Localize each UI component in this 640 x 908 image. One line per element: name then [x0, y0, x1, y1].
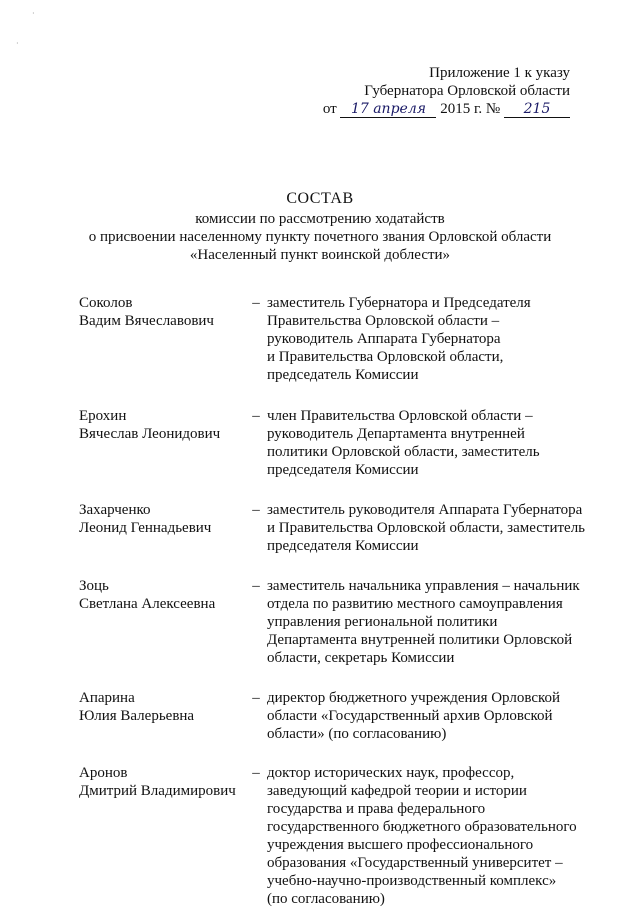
member-given-names: Юлия Валерьевна [79, 708, 195, 724]
member-name [79, 689, 245, 743]
member-dash: – [252, 502, 260, 518]
member-surname: Захарченко [79, 502, 151, 518]
role-line: учебно-научно-производственный комплекс» [267, 873, 557, 889]
role-line: (по согласованию) [267, 891, 385, 907]
appendix-line-1: Приложение 1 к указу [429, 65, 570, 81]
role-line: заведующий кафедрой теории и истории [267, 783, 527, 799]
title-line-3: «Населенный пункт воинской доблести» [189, 247, 451, 263]
member-name [79, 764, 245, 908]
role-line: председатель Комиссии [267, 367, 419, 383]
member-entry [79, 407, 599, 479]
role-line: руководитель Департамента внутренней [267, 426, 525, 442]
member-surname: Аронов [79, 765, 128, 781]
member-dash: – [252, 578, 260, 594]
date-prefix: от [322, 101, 337, 117]
role-line: отдела по развитию местного самоуправления [267, 596, 563, 612]
appendix-header [323, 64, 570, 118]
title-line-1: комиссии по рассмотрению ходатайств [195, 211, 445, 227]
member-given-names: Вячеслав Леонидович [79, 426, 221, 442]
member-role [267, 294, 599, 384]
member-role [267, 501, 599, 555]
role-line: области, секретарь Комиссии [267, 650, 455, 666]
member-surname: Зоць [79, 578, 109, 594]
member-dash: – [252, 408, 260, 424]
role-line: руководитель Аппарата Губернатора [267, 331, 501, 347]
member-entry [79, 689, 599, 743]
member-name [79, 294, 245, 384]
role-line: учреждения высшего профессионального [267, 837, 534, 853]
member-name [79, 577, 245, 667]
member-given-names: Дмитрий Владимирович [79, 783, 236, 799]
member-given-names: Леонид Геннадьевич [79, 520, 212, 536]
role-line: Правительства Орловской области – [267, 313, 500, 329]
role-line: и Правительства Орловской области, [267, 349, 504, 365]
role-line: управления региональной политики [267, 614, 498, 630]
year-and-number-label: 2015 г. № [440, 101, 501, 117]
title-heading: СОСТАВ [286, 190, 354, 207]
member-dash: – [252, 765, 260, 781]
document-title [0, 190, 640, 264]
role-line: области «Государственный архив Орловской [267, 708, 553, 724]
role-line: доктор исторических наук, профессор, [267, 765, 515, 781]
members-list [79, 294, 599, 908]
scan-speck: · [32, 9, 35, 18]
role-line: заместитель начальника управления – начальник [267, 578, 580, 594]
member-name [79, 501, 245, 555]
member-role [267, 577, 599, 667]
role-line: государства и права федерального [267, 801, 486, 817]
role-line: член Правительства Орловской области – [267, 408, 533, 424]
member-dash: – [252, 690, 260, 706]
appendix-line-2: Губернатора Орловской области [364, 83, 570, 99]
member-surname: Соколов [79, 295, 133, 311]
member-entry [79, 764, 599, 908]
role-line: председателя Комиссии [267, 538, 419, 554]
role-line: заместитель Губернатора и Председателя [267, 295, 531, 311]
role-line: политики Орловской области, заместитель [267, 444, 540, 460]
member-entry [79, 577, 599, 667]
member-entry [79, 501, 599, 555]
role-line: заместитель руководителя Аппарата Губернатора [267, 502, 583, 518]
role-line: Департамента внутренней политики Орловской [267, 632, 573, 648]
member-dash: – [252, 295, 260, 311]
member-given-names: Светлана Алексеевна [79, 596, 216, 612]
role-line: государственного бюджетного образовательного [267, 819, 577, 835]
member-role [267, 689, 599, 743]
member-role [267, 407, 599, 479]
member-entry [79, 294, 599, 384]
role-line: области» (по согласованию) [267, 726, 447, 742]
handwritten-decree-number: 215 [504, 101, 570, 118]
handwritten-date: 17 апреля [340, 101, 436, 118]
member-surname: Апарина [79, 690, 135, 706]
appendix-date-line [323, 100, 570, 118]
role-line: и Правительства Орловской области, заместитель [267, 520, 586, 536]
title-line-2: о присвоении населенному пункту почетного звания Орловской области [88, 229, 552, 245]
role-line: директор бюджетного учреждения Орловской [267, 690, 561, 706]
member-given-names: Вадим Вячеславович [79, 313, 214, 329]
member-surname: Ерохин [79, 408, 127, 424]
role-line: образования «Государственный университет – [267, 855, 563, 871]
member-name [79, 407, 245, 479]
member-role [267, 764, 599, 908]
role-line: председателя Комиссии [267, 462, 419, 478]
scan-speck: · [16, 39, 19, 48]
